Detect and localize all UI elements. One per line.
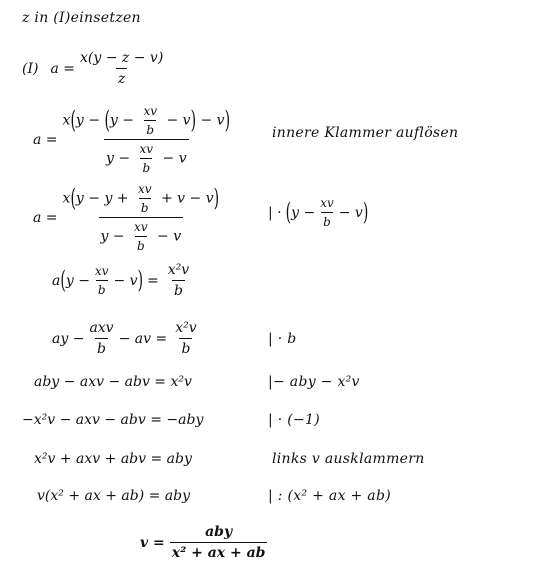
annotation: links v ausklammern: [272, 451, 425, 467]
lhs: a =: [50, 60, 75, 77]
annotation: [268, 196, 368, 229]
lhs: v =: [140, 534, 165, 551]
numerator: x(y − z − v): [80, 50, 164, 66]
paren: ): [362, 198, 369, 227]
denominator: b: [135, 236, 147, 253]
denominator: x² + ax + ab: [170, 542, 268, 561]
term: y −: [75, 112, 100, 129]
fraction: [78, 50, 165, 87]
equation-8: x²v + axv + abv = aby: [34, 451, 192, 467]
fraction: [61, 182, 222, 253]
denominator: b: [172, 280, 185, 299]
numerator: xv: [138, 182, 152, 196]
equation-7: −x²v − axv − abv = −aby: [22, 412, 204, 428]
numerator: xv: [139, 142, 154, 156]
equation-2: [33, 104, 235, 175]
term: y −: [291, 204, 316, 221]
paren: (: [60, 266, 66, 295]
term: y −: [105, 150, 131, 167]
annotation: innere Klammer auflösen: [272, 125, 459, 141]
paren: (: [285, 198, 292, 227]
paren: (: [70, 184, 76, 213]
numerator: aby: [205, 524, 233, 540]
fraction: [166, 262, 191, 299]
paren: ): [190, 106, 197, 135]
fraction: [132, 220, 150, 253]
fraction: [61, 104, 233, 175]
numerator: xv: [320, 196, 334, 210]
fraction: [170, 524, 268, 561]
term: | ·: [268, 204, 282, 221]
denominator: b: [139, 198, 151, 215]
denominator: b: [144, 120, 156, 137]
denominator: b: [96, 280, 108, 297]
fraction: [318, 196, 336, 229]
numerator: xv: [94, 264, 109, 278]
term: x: [62, 190, 71, 207]
term: − v: [338, 204, 363, 221]
denominator: [104, 139, 189, 175]
term: y −: [65, 272, 90, 289]
paren: ): [213, 184, 220, 213]
term: y −: [100, 228, 125, 245]
equation-6: aby − axv − abv = x²v: [34, 374, 192, 390]
term: − v: [200, 112, 225, 129]
denominator: b: [179, 338, 192, 357]
equation-1: [22, 50, 168, 87]
equation-5: [52, 320, 202, 357]
fraction: [93, 264, 111, 297]
term: − v: [162, 150, 187, 167]
equation-9: v(x² + ax + ab) = aby: [37, 488, 191, 504]
numerator: xv: [143, 104, 158, 118]
numerator: x²v: [167, 262, 190, 278]
paren: ): [137, 266, 144, 295]
term: − v: [157, 228, 182, 245]
term: + v − v: [161, 190, 214, 207]
paren: ): [224, 106, 231, 135]
term: y − y +: [75, 190, 129, 207]
numerator: [61, 182, 222, 217]
term: − v: [166, 112, 191, 129]
term: − av =: [118, 330, 168, 347]
annotation: | · (−1): [268, 412, 321, 428]
denominator: b: [321, 212, 333, 229]
fraction: [136, 182, 154, 215]
numerator: [61, 104, 233, 139]
equation-3: [33, 182, 224, 253]
lhs: a =: [33, 131, 58, 148]
lhs: a =: [33, 209, 58, 226]
annotation: | : (x² + ax + ab): [268, 488, 391, 504]
numerator: xv: [134, 220, 148, 234]
paren: (: [70, 106, 76, 135]
heading: z in (I)einsetzen: [22, 10, 141, 26]
denominator: [99, 217, 184, 253]
denominator: z: [116, 68, 127, 87]
numerator: x²v: [175, 320, 197, 336]
paren: (: [104, 106, 110, 135]
term: − v: [113, 272, 138, 289]
annotation: |− aby − x²v: [268, 374, 360, 390]
term: a: [52, 272, 61, 289]
fraction: [138, 142, 156, 175]
denominator: b: [95, 338, 108, 357]
equation-4: [52, 262, 194, 299]
result-equation: [140, 524, 270, 561]
term: ay −: [52, 330, 85, 347]
denominator: b: [140, 158, 152, 175]
fraction: [87, 320, 115, 357]
fraction: [173, 320, 198, 357]
numerator: axv: [89, 320, 114, 336]
equals: =: [147, 272, 159, 289]
fraction: [141, 104, 159, 137]
term: y −: [109, 112, 135, 129]
term: x: [62, 112, 71, 129]
annotation: | · b: [268, 331, 297, 347]
equation-label: (I): [22, 60, 39, 77]
